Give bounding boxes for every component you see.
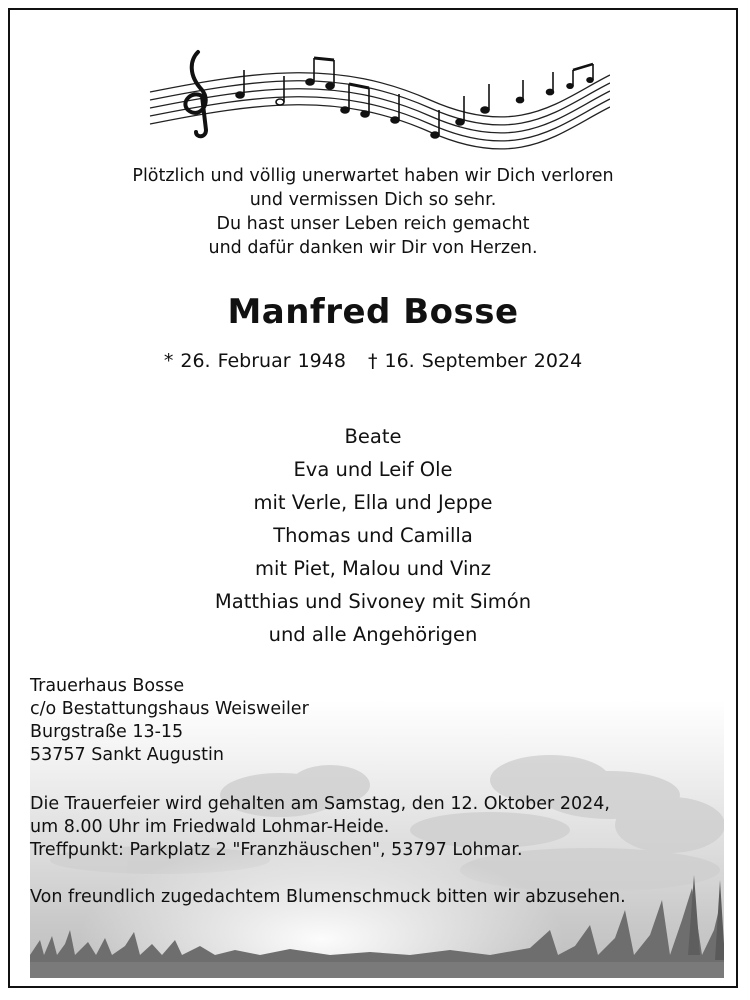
ceremony-line: Treffpunkt: Parkplatz 2 "Franzhäuschen", 53797 Lohmar. <box>30 840 523 860</box>
address-line: 53757 Sankt Augustin <box>30 745 224 765</box>
music-notes-staff-icon <box>140 40 610 150</box>
address-line: Trauerhaus Bosse <box>30 676 185 696</box>
death-date: † 16. September 2024 <box>367 350 583 372</box>
family-line: Matthias und Sivoney mit Simón <box>214 590 532 613</box>
family-line: mit Verle, Ella und Jeppe <box>253 491 493 514</box>
family-line: und alle Angehörigen <box>268 623 478 646</box>
intro-line: Du hast unser Leben reich gemacht <box>216 214 530 234</box>
family-line: Beate <box>344 425 402 448</box>
obituary-card <box>8 8 738 988</box>
intro-line: Plötzlich und völlig unerwartet haben wir Dich verloren <box>132 166 614 186</box>
ceremony-info <box>30 793 610 862</box>
family-line: Thomas und Camilla <box>273 524 473 547</box>
deceased-name: Manfred Bosse <box>227 292 519 332</box>
intro-verse <box>10 164 736 260</box>
ceremony-line: um 8.00 Uhr im Friedwald Lohmar-Heide. <box>30 817 390 837</box>
family-list <box>10 420 736 651</box>
birth-date: * 26. Februar 1948 <box>163 350 346 372</box>
intro-line: und dafür danken wir Dir von Herzen. <box>208 238 538 258</box>
family-line: mit Piet, Malou und Vinz <box>255 557 491 580</box>
flowers-note: Von freundlich zugedachtem Blumenschmuck bitten wir abzusehen. <box>30 887 626 907</box>
life-dates <box>10 350 736 372</box>
address-line: Burgstraße 13-15 <box>30 722 184 742</box>
intro-line: und vermissen Dich so sehr. <box>249 190 497 210</box>
mourning-address <box>30 675 309 767</box>
family-line: Eva und Leif Ole <box>293 458 453 481</box>
address-line: c/o Bestattungshaus Weisweiler <box>30 699 309 719</box>
ceremony-line: Die Trauerfeier wird gehalten am Samstag, den 12. Oktober 2024, <box>30 794 610 814</box>
